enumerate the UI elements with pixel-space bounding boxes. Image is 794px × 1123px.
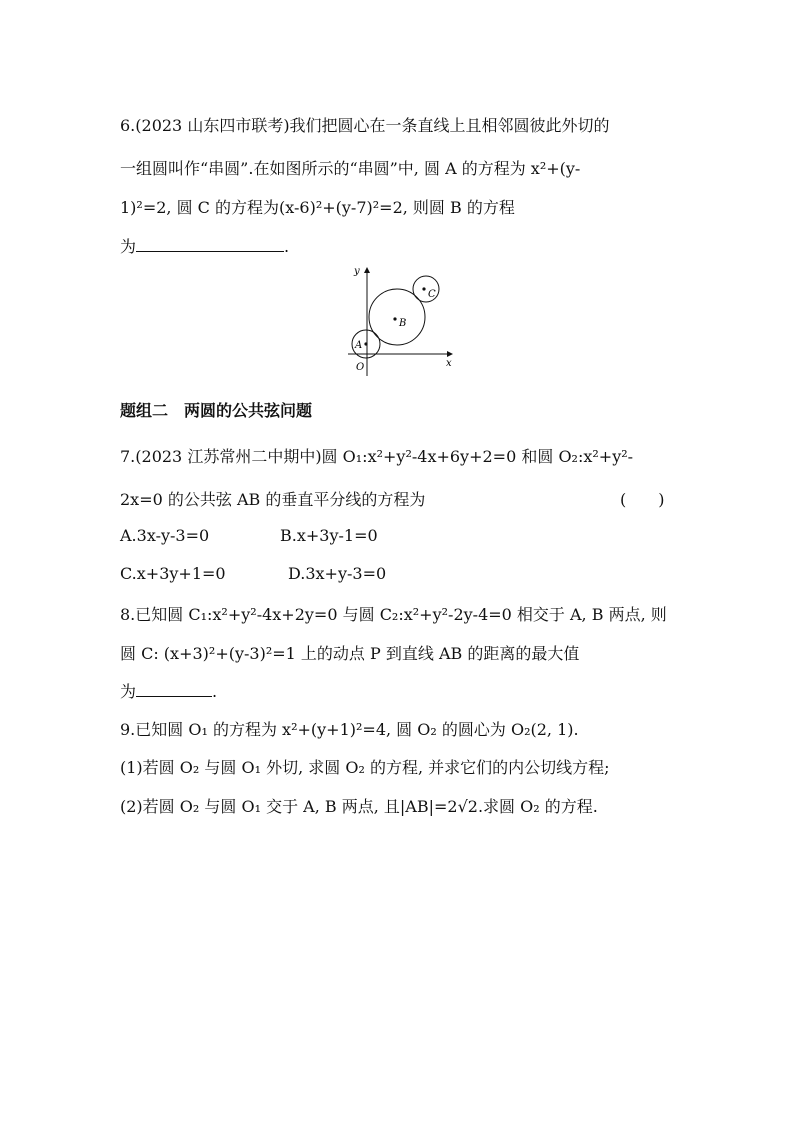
- q6-answer-prefix: 为: [120, 237, 137, 256]
- q8-answer-suffix: .: [212, 682, 218, 701]
- q6-answer-blank[interactable]: [136, 237, 284, 252]
- circle-a-center: [364, 342, 367, 345]
- q6-line-2: 一组圆叫作“串圆”.在如图所示的“串圆”中, 圆 A 的方程为 x²+(y-: [120, 159, 581, 178]
- q8-answer-prefix: 为: [120, 682, 137, 701]
- q8-line-1: 8.已知圆 C₁:x²+y²-4x+2y=0 与圆 C₂:x²+y²-2y-4=0 相交于 A, B 两点, 则: [120, 605, 667, 624]
- q7-option-d[interactable]: D.3x+y-3=0: [288, 564, 387, 583]
- q9-part-1: (1)若圆 O₂ 与圆 O₁ 外切, 求圆 O₂ 的方程, 并求它们的内公切线方程;: [120, 758, 610, 777]
- circle-c-center: [422, 287, 425, 290]
- q7-answer-bracket[interactable]: ( ): [620, 490, 665, 509]
- q7-option-b[interactable]: B.x+3y-1=0: [280, 526, 378, 545]
- q6-line-4: [120, 234, 289, 257]
- section-2-title: 题组二 两圆的公共弦问题: [120, 401, 313, 420]
- q8-line-2: 圆 C: (x+3)²+(y-3)²=1 上的动点 P 到直线 AB 的距离的最大值: [120, 644, 580, 663]
- q9-part-2: (2)若圆 O₂ 与圆 O₁ 交于 A, B 两点, 且|AB|=2√2.求圆 O₂ 的方程.: [120, 797, 598, 816]
- q7-line-1: 7.(2023 江苏常州二中期中)圆 O₁:x²+y²-4x+6y+2=0 和圆 O₂:x²+y²-: [120, 447, 634, 466]
- q9-line-1: 9.已知圆 O₁ 的方程为 x²+(y+1)²=4, 圆 O₂ 的圆心为 O₂(2, 1).: [120, 720, 579, 739]
- q8-answer-blank[interactable]: [136, 682, 212, 697]
- circle-b-center: [393, 317, 396, 320]
- circle-a-label: A: [355, 340, 363, 351]
- circle-b-label: B: [399, 318, 407, 329]
- q6-line-1: 6.(2023 山东四市联考)我们把圆心在一条直线上且相邻圆彼此外切的: [120, 116, 610, 135]
- q7-option-a[interactable]: A.3x-y-3=0: [120, 526, 210, 545]
- q7-line-2: 2x=0 的公共弦 AB 的垂直平分线的方程为: [120, 490, 426, 509]
- y-axis-label: y: [354, 266, 360, 277]
- q6-line-3: 1)²=2, 圆 C 的方程为(x-6)²+(y-7)²=2, 则圆 B 的方程: [120, 198, 515, 217]
- x-axis-label: x: [446, 358, 452, 369]
- string-circles-figure: [340, 262, 465, 377]
- origin-label: O: [356, 362, 365, 373]
- q7-option-c[interactable]: C.x+3y+1=0: [120, 564, 226, 583]
- circle-c-label: C: [428, 289, 436, 300]
- q6-answer-suffix: .: [284, 237, 290, 256]
- q8-line-3: [120, 679, 217, 702]
